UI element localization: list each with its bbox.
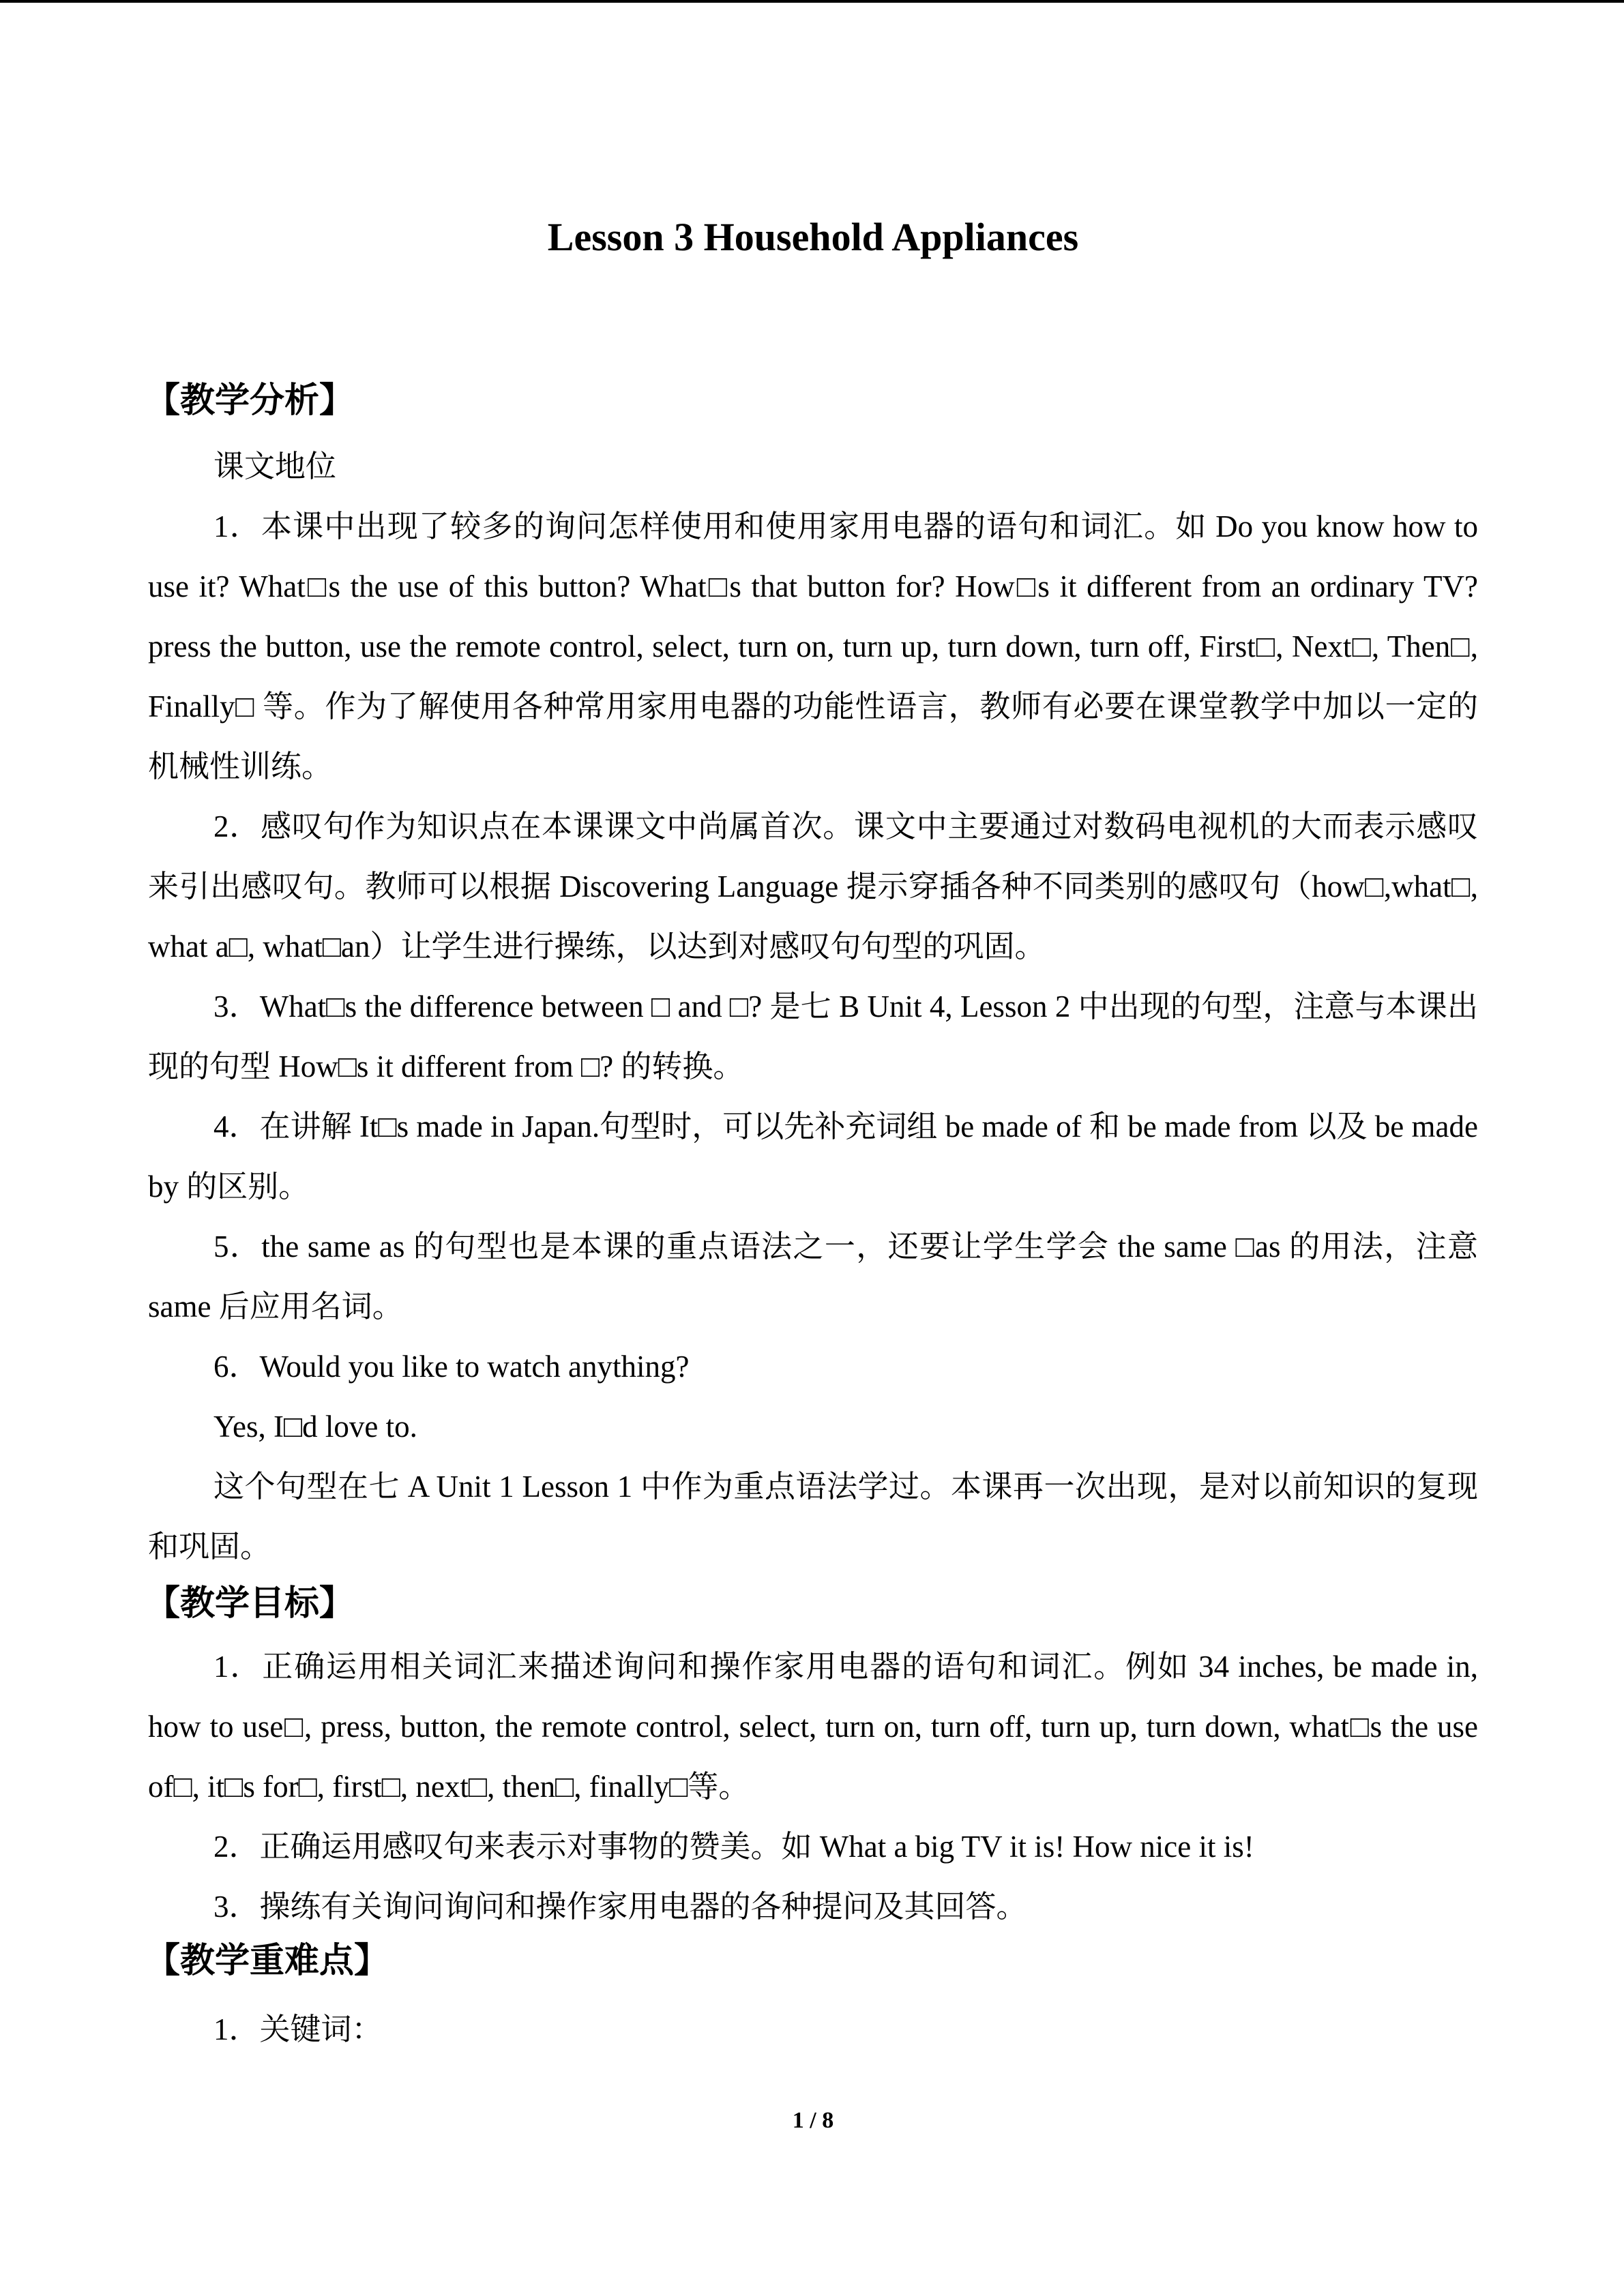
document-title: Lesson 3 Household Appliances (547, 215, 1079, 259)
analysis-paragraph-5: 5．the same as 的句型也是本课的重点语法之一，还要让学生学会 the same □as 的用法，注意 same 后应用名词。 (148, 1229, 1478, 1324)
key-points-paragraph-1: 1．关键词： (213, 2012, 383, 2046)
section-heading-objectives: 【教学目标】 (145, 1583, 355, 1624)
top-border-rule (0, 0, 1624, 3)
objectives-paragraph-2: 2．正确运用感叹句来表示对事物的赞美。如 What a big TV it is! How nice it is! (213, 1830, 1254, 1864)
analysis-paragraph-6-answer: Yes, I□d love to. (213, 1410, 417, 1444)
section-heading-key-points: 【教学重难点】 (145, 1941, 389, 1981)
analysis-paragraph-4: 4．在讲解 It□s made in Japan.句型时，可以先补充词组 be made of 和 be made from 以及 be made by 的区别。 (148, 1109, 1478, 1204)
subheading-lesson-position: 课文地位 (213, 449, 337, 483)
section-heading-analysis: 【教学分析】 (145, 381, 355, 421)
page-number: 1 / 8 (792, 2108, 834, 2133)
objectives-paragraph-3: 3．操练有关询问询问和操作家用电器的各种提问及其回答。 (213, 1890, 1027, 1924)
analysis-paragraph-6: 6．Would you like to watch anything? (213, 1350, 690, 1384)
objectives-paragraph-1: 1．正确运用相关词汇来描述询问和操作家用电器的语句和词汇。例如 34 inches, be made in, how to use□, press, button, the remote control, select, turn on, turn off, turn up, turn down, what□s the use of□, it□s for□, first□, next□, then□, finally□等。 (148, 1650, 1478, 1804)
analysis-paragraph-3: 3．What□s the difference between □ and □? 是七 B Unit 4, Lesson 2 中出现的句型，注意与本课出现的句型 How□s it different from □? 的转换。 (148, 989, 1478, 1084)
analysis-paragraph-1: 1．本课中出现了较多的询问怎样使用和使用家用电器的语句和词汇。如 Do you know how to use it? What□s the use of this button? What□s that button for? How□s it different from an ordinary TV? press the button, use the remote control, select, turn on, turn up, turn down, turn off, First□, Next□, Then□, Finally□ 等。作为了解使用各种常用家用电器的功能性语言，教师有必要在课堂教学中加以一定的机械性训练。 (148, 509, 1478, 784)
analysis-paragraph-2: 2．感叹句作为知识点在本课课文中尚属首次。课文中主要通过对数码电视机的大而表示感叹来引出感叹句。教师可以根据 Discovering Language 提示穿插各种不同类别的感叹句（how□,what□, what a□, what□an）让学生进行操练，以达到对感叹句句型的巩固。 (148, 809, 1478, 964)
analysis-paragraph-7: 这个句型在七 A Unit 1 Lesson 1 中作为重点语法学过。本课再一次出现，是对以前知识的复现和巩固。 (148, 1470, 1478, 1564)
